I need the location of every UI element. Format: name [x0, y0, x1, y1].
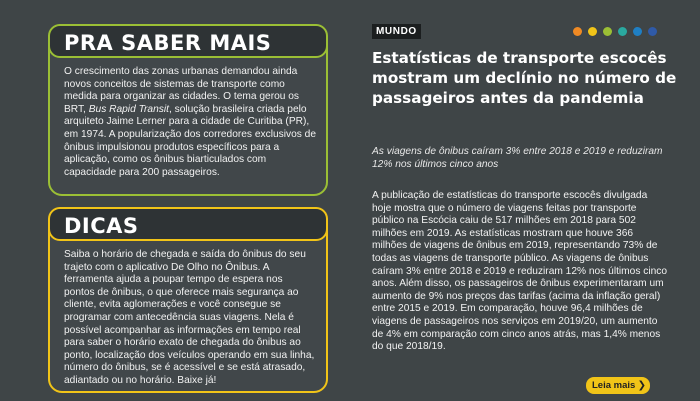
- read-more-button[interactable]: [586, 377, 650, 394]
- pra-saber-mais-text: [64, 66, 316, 179]
- read-more-label: Leia mais: [592, 380, 636, 391]
- dicas-box: [48, 207, 328, 393]
- color-dot: [603, 27, 612, 36]
- color-dot: [633, 27, 642, 36]
- pra-saber-mais-text-part1: O crescimento das zonas urbanas demandou ainda novos conceitos de sistemas de transporte como medida para organizar as cidades. O tema gerou os BRT,: [64, 66, 300, 115]
- color-dot: [588, 27, 597, 36]
- article-headline: Estatísticas de transporte escocês mostram um declínio no número de passageiros antes da pandemia: [372, 49, 677, 107]
- pra-saber-mais-text-part2: , solução brasileira criada pelo arquiteto Jaime Lerner para a cidade de Curitiba (PR), em 1974. A popularização dos corredores exclusivos de ônibus impulsionou produtos específicos para a aplicação, como os ônibus biarticulados com capacidade para 200 passageiros.: [64, 103, 317, 178]
- pra-saber-mais-box: [48, 24, 328, 196]
- color-dots: [573, 27, 657, 36]
- color-dot: [573, 27, 582, 36]
- article-body: A publicação de estatísticas do transporte escocês divulgada hoje mostra que o número de viagens feitas por transporte público na Escócia caiu de 517 milhões em 2018 para 502 milhões em 2019. As estatísticas mostram que houve 366 milhões de viagens de ônibus em 2019, representando 73% de todas as viagens de transporte público. As viagens de ônibus caíram 3% entre 2018 e 2019 e reduziram 12% nos últimos cinco anos. Além disso, os passageiros de ônibus experimentaram um aumento de 9% nos preços das tarifas (acima da inflação geral) entre 2015 e 2019. Em comparação, houve 96,4 milhões de viagens de passageiros nos serviços em 2019/20, um aumento de 4% em comparação com cinco anos atrás, mas 1,4% menos do que 2018/19.: [372, 190, 668, 353]
- dicas-text: Saiba o horário de chegada e saída do ônibus do seu trajeto com o aplicativo De Olho no Ônibus. A ferramenta ajuda a poupar tempo de espera nos pontos de ônibus, o que oferece mais segurança ao cliente, evita aglomerações e você consegue se programar com antecedência suas viagens. Nela é possível acompanhar as informações em tempo real para saber o horário exato de chegada do ônibus ao ponto, localização dos veículos operando em sua linha, número do ônibus, se é acessível e se está atrasado, adiantado ou no horário. Baixe já!: [64, 249, 315, 386]
- article-subhead: As viagens de ônibus caíram 3% entre 2018 e 2019 e reduziram 12% nos últimos cinco anos: [372, 146, 663, 170]
- pra-saber-mais-text-italic: Bus Rapid Transit: [88, 103, 169, 115]
- color-dot: [618, 27, 627, 36]
- dicas-title: DICAS: [48, 207, 328, 241]
- pra-saber-mais-title: PRA SABER MAIS: [48, 24, 328, 58]
- color-dot: [648, 27, 657, 36]
- chevron-right-icon: ❯: [637, 380, 646, 391]
- section-tag: MUNDO: [372, 24, 421, 39]
